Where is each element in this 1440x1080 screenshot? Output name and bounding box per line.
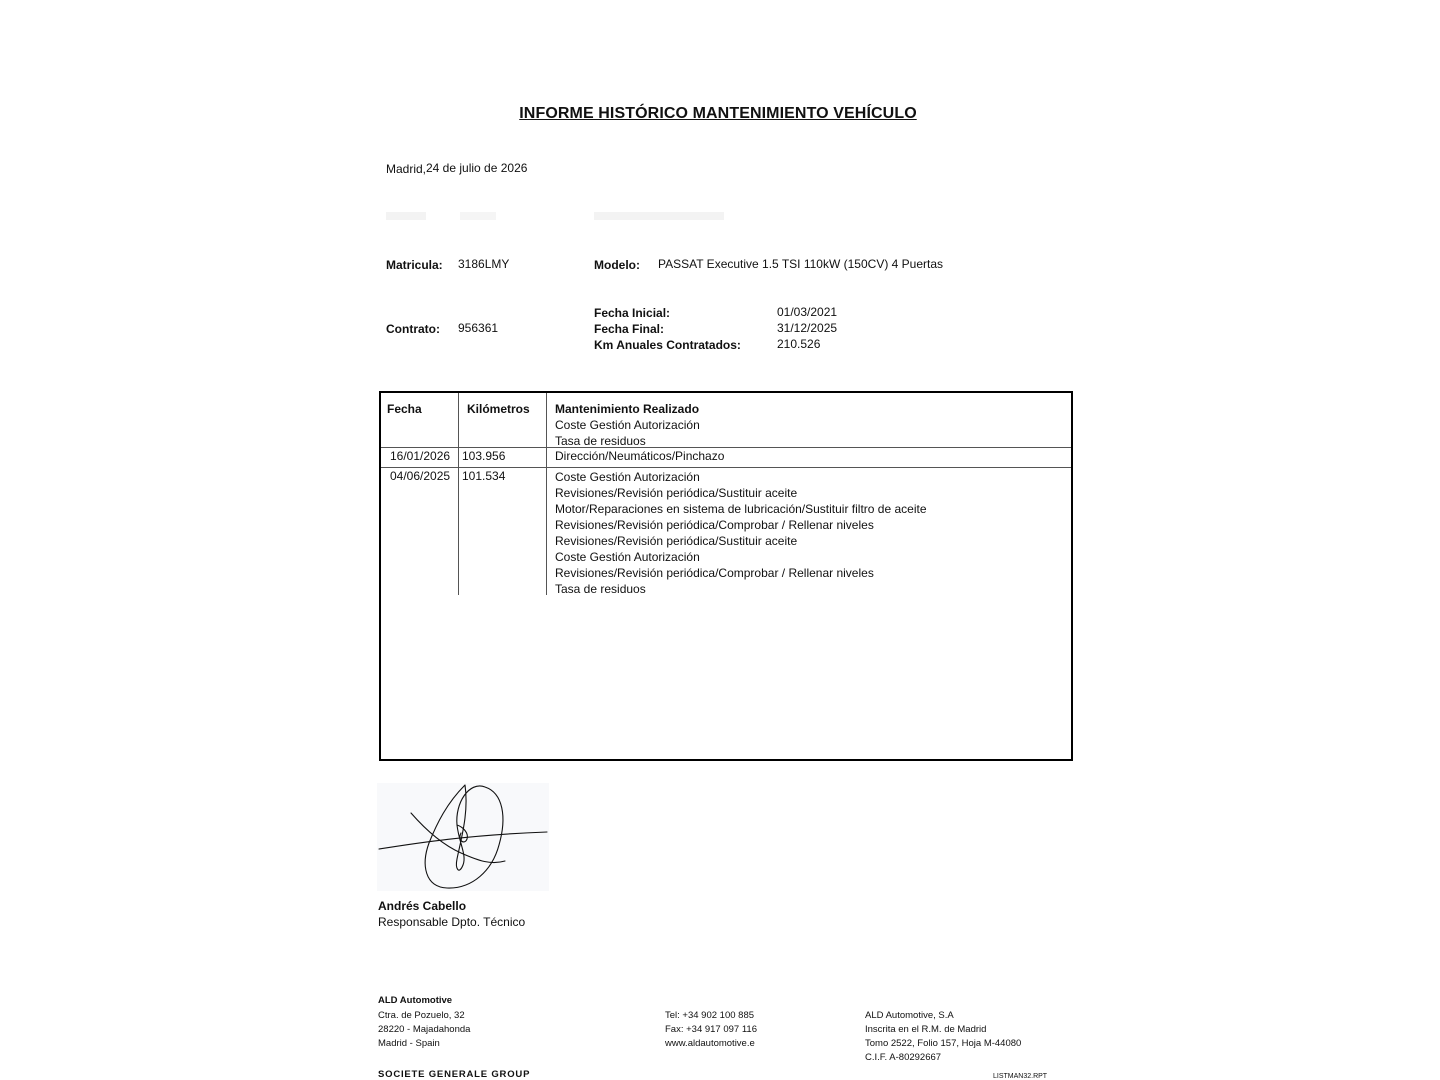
footer-website: www.aldautomotive.e	[665, 1038, 755, 1049]
footer-phone: Tel: +34 902 100 885	[665, 1010, 755, 1021]
start-date-label: Fecha Inicial:	[594, 306, 671, 320]
row-1-km: 103.956	[462, 449, 506, 463]
document-title: INFORME HISTÓRICO MANTENIMIENTO VEHÍCULO	[519, 105, 917, 122]
row-2-item: Coste Gestión Autorización	[555, 550, 700, 564]
footer-fax: Fax: +34 917 097 116	[665, 1024, 757, 1035]
footer-company: ALD Automotive	[378, 995, 453, 1006]
row-2-item: Revisiones/Revisión periódica/Comprobar / Rellenar niveles	[555, 518, 874, 532]
footer-registry-line: C.I.F. A-80292667	[865, 1052, 942, 1063]
row-1-date: 16/01/2026	[390, 449, 451, 463]
header-extra-line: Coste Gestión Autorización	[555, 418, 700, 432]
contract-label: Contrato:	[386, 322, 440, 336]
header-maintenance: Mantenimiento Realizado	[555, 402, 700, 416]
end-date-value: 31/12/2025	[777, 321, 838, 335]
model-label: Modelo:	[594, 258, 640, 272]
row-1-item: Dirección/Neumáticos/Pinchazo	[555, 449, 725, 463]
signature-scribble	[377, 783, 549, 891]
header-km: Kilómetros	[467, 402, 530, 416]
footer-registry-line: Tomo 2522, Folio 157, Hoja M-44080	[865, 1038, 1022, 1049]
row-2-date: 04/06/2025	[390, 469, 451, 483]
signatory-name: Andrés Cabello	[378, 899, 467, 913]
document-date: 24 de julio de 2026	[426, 161, 528, 175]
header-maintenance-cell	[555, 401, 700, 449]
plate-label: Matricula:	[386, 258, 443, 272]
report-code: LISTMAN32.RPT	[993, 1073, 1048, 1080]
annual-km-value: 210.526	[777, 337, 821, 351]
maintenance-table	[379, 391, 1073, 761]
contract-number: 956361	[458, 321, 499, 335]
row-2-item: Coste Gestión Autorización	[555, 470, 700, 484]
row-2-item: Revisiones/Revisión periódica/Sustituir aceite	[555, 534, 798, 548]
document-place: Madrid,	[386, 162, 427, 176]
signature-image	[377, 783, 549, 891]
row-2-item: Tasa de residuos	[555, 582, 646, 596]
faint-artifact	[386, 212, 426, 220]
footer-address-line: Ctra. de Pozuelo, 32	[378, 1010, 465, 1021]
row-2-item: Revisiones/Revisión periódica/Comprobar / Rellenar niveles	[555, 566, 874, 580]
footer-address-line: 28220 - Majadahonda	[378, 1024, 471, 1035]
row-2-item: Motor/Reparaciones en sistema de lubricación/Sustituir filtro de aceite	[555, 502, 927, 516]
footer-registry-line: Inscrita en el R.M. de Madrid	[865, 1024, 987, 1035]
plate-value: 3186LMY	[458, 257, 510, 271]
footer-address	[378, 1009, 470, 1051]
start-date-value: 01/03/2021	[777, 305, 838, 319]
footer-registry-line: ALD Automotive, S.A	[865, 1010, 954, 1021]
header-extra-line: Tasa de residuos	[555, 434, 646, 448]
row-2-items	[555, 469, 927, 597]
group-logo-text: SOCIETE GENERALE GROUP	[378, 1069, 531, 1080]
annual-km-label: Km Anuales Contratados:	[594, 338, 741, 352]
row-2-km: 101.534	[462, 469, 506, 483]
end-date-label: Fecha Final:	[594, 322, 665, 336]
signatory-role: Responsable Dpto. Técnico	[378, 915, 526, 929]
row-2-item: Revisiones/Revisión periódica/Sustituir aceite	[555, 486, 798, 500]
column-divider	[546, 393, 547, 595]
faint-artifact	[460, 212, 496, 220]
column-divider	[458, 393, 459, 595]
model-value: PASSAT Executive 1.5 TSI 110kW (150CV) 4 Puertas	[658, 257, 944, 271]
header-date: Fecha	[387, 402, 422, 416]
faint-artifact	[594, 212, 724, 220]
footer-address-line: Madrid - Spain	[378, 1038, 440, 1049]
footer-registry	[865, 1009, 1021, 1065]
footer-contact	[665, 1009, 757, 1051]
